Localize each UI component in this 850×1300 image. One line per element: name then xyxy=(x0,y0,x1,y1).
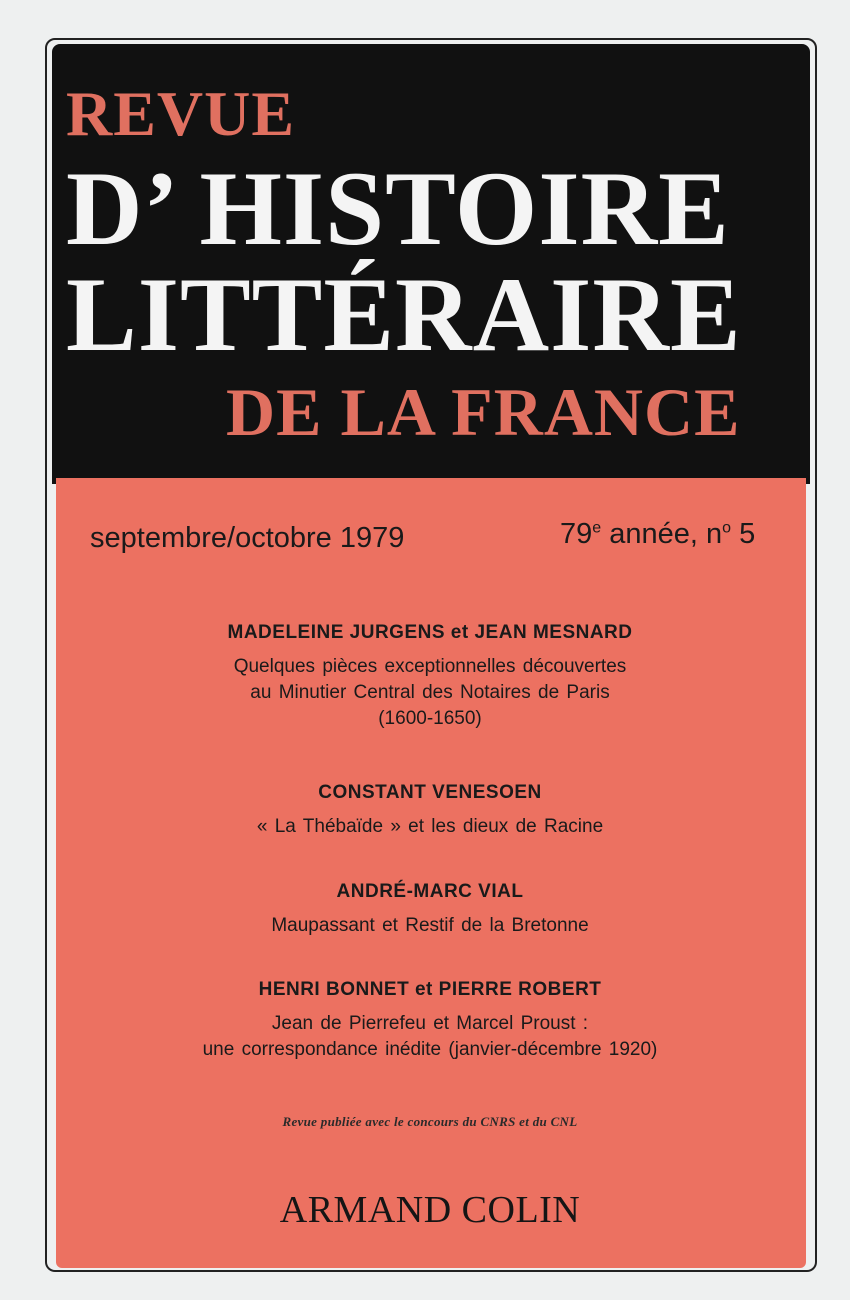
article-1 xyxy=(60,620,800,732)
article-author: MADELEINE JURGENS et JEAN MESNARD xyxy=(227,622,633,643)
issue-year-number: 79 xyxy=(560,518,593,550)
issue-number xyxy=(560,518,755,551)
article-title-line: au Minutier Central des Notaires de Paris xyxy=(250,682,610,703)
issue-year-label: année, n xyxy=(601,518,723,550)
article-title-line: (1600-1650) xyxy=(378,708,482,729)
article-title-line: Maupassant et Restif de la Bretonne xyxy=(271,915,589,936)
masthead-revue: REVUE xyxy=(66,78,296,149)
contents-panel xyxy=(56,478,806,1268)
article-author: ANDRÉ-MARC VIAL xyxy=(336,881,524,902)
article-title-line: une correspondance inédite (janvier-décembre 1920) xyxy=(202,1039,658,1060)
issue-number-prefix: o xyxy=(722,519,732,537)
publisher-name: ARMAND COLIN xyxy=(279,1189,581,1231)
article-3 xyxy=(60,879,800,939)
masthead-de-la-france: DE LA FRANCE xyxy=(226,374,741,450)
article-author: HENRI BONNET et PIERRE ROBERT xyxy=(258,979,602,1000)
masthead-litteraire: LITTÉRAIRE xyxy=(66,256,742,373)
issue-number-value: 5 xyxy=(731,518,756,550)
article-author: CONSTANT VENESOEN xyxy=(318,782,542,803)
issue-year-suffix: e xyxy=(592,519,602,537)
masthead-histoire: D’ HISTOIRE xyxy=(66,150,730,267)
issue-date: septembre/octobre 1979 xyxy=(90,522,405,554)
article-title-line: « La Thébaïde » et les dieux de Racine xyxy=(256,816,604,837)
funding-notice: Revue publiée avec le concours du CNRS et du CNL xyxy=(282,1114,578,1129)
article-2 xyxy=(60,780,800,840)
article-4 xyxy=(60,977,800,1063)
article-title-line: Jean de Pierrefeu et Marcel Proust : xyxy=(271,1013,589,1034)
article-title-line: Quelques pièces exceptionnelles découvertes xyxy=(233,656,627,677)
